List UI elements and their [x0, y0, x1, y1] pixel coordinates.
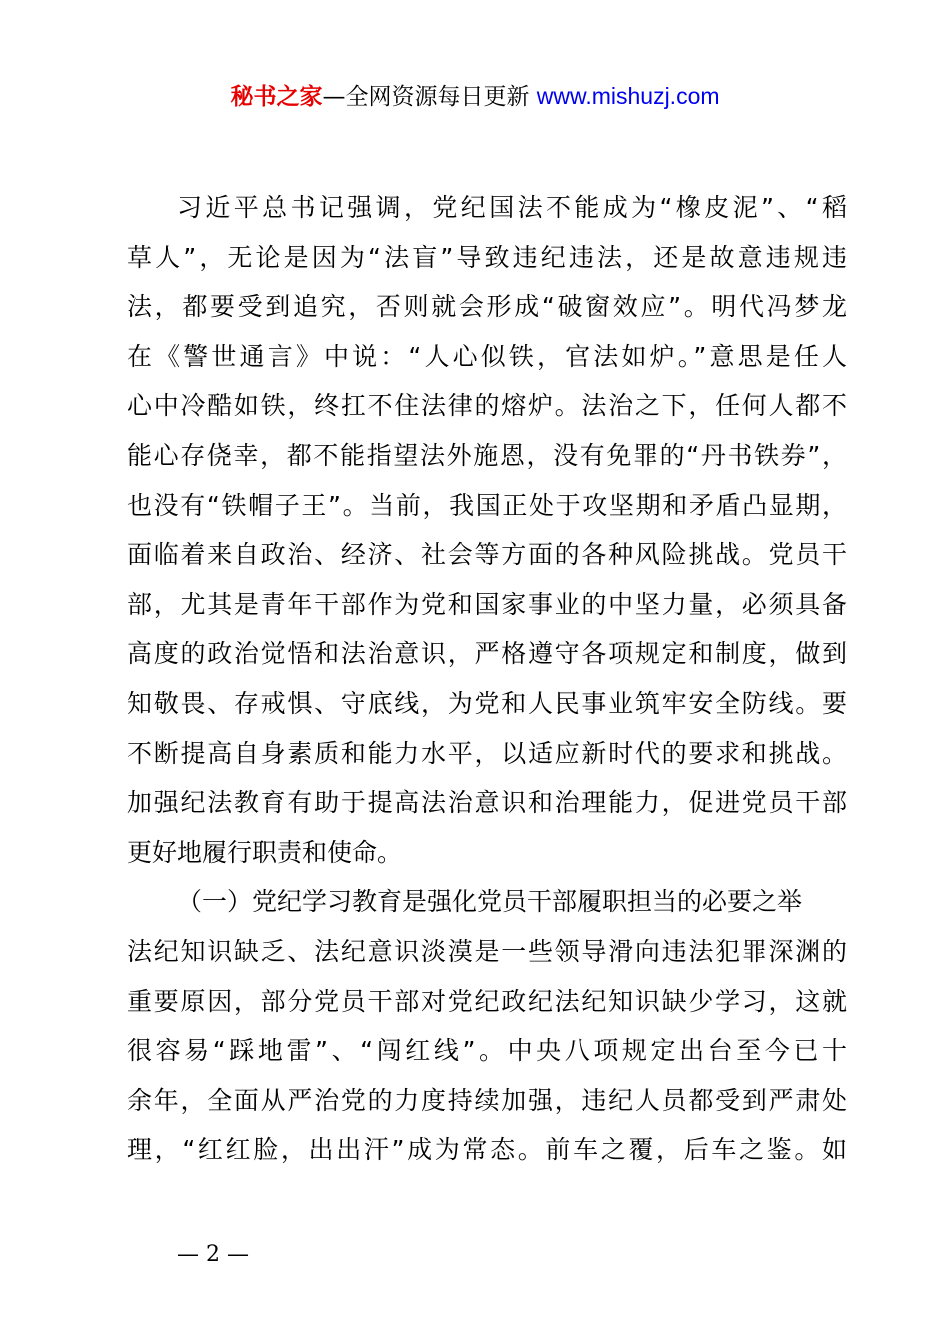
- paragraph-line: 草人”，无论是因为“法盲”导致违纪违法，还是故意违规违: [127, 242, 847, 272]
- paragraph-line: 很容易“踩地雷”、“闯红线”。中央八项规定出台至今已十: [127, 1036, 847, 1066]
- page-number: — 2 —: [177, 1242, 249, 1267]
- paragraph-line: 余年，全面从严治党的力度持续加强，违纪人员都受到严肃处: [127, 1085, 847, 1115]
- paragraph-line: 不断提高自身素质和能力水平，以适应新时代的要求和挑战。: [127, 738, 847, 768]
- paragraph-line: 理，“红红脸，出出汗”成为常态。前车之覆，后车之鉴。如: [127, 1135, 847, 1165]
- paragraph-line: 加强纪法教育有助于提高法治意识和治理能力，促进党员干部: [127, 788, 847, 818]
- paragraph-line: 法，都要受到追究，否则就会形成“破窗效应”。明代冯梦龙: [127, 292, 847, 322]
- paragraph-line: 知敬畏、存戒惧、守底线，为党和人民事业筑牢安全防线。要: [127, 688, 847, 718]
- paragraph-line: 在《警世通言》中说：“人心似铁，官法如炉。”意思是任人: [127, 341, 847, 371]
- document-body: [127, 183, 847, 1175]
- paragraph-line: 重要原因，部分党员干部对党纪政纪法纪知识缺少学习，这就: [127, 986, 847, 1016]
- paragraph-line: 习近平总书记强调，党纪国法不能成为“橡皮泥”、“稻: [177, 193, 847, 222]
- section-heading: （一）党纪学习教育是强化党员干部履职担当的必要之举: [177, 887, 803, 917]
- site-url-link[interactable]: www.mishuzj.com: [536, 83, 720, 109]
- brand-name: 秘书之家: [230, 84, 323, 110]
- paragraph-line: 面临着来自政治、经济、社会等方面的各种风险挑战。党员干: [127, 540, 847, 570]
- page-header: [0, 80, 950, 113]
- paragraph-line: 高度的政治觉悟和法治意识，严格遵守各项规定和制度，做到: [127, 639, 847, 669]
- paragraph-line: 心中冷酷如铁，终扛不住法律的熔炉。法治之下，任何人都不: [127, 391, 847, 421]
- paragraph-line: 法纪知识缺乏、法纪意识淡漠是一些领导滑向违法犯罪深渊的: [127, 936, 847, 966]
- paragraph-line: 也没有“铁帽子王”。当前，我国正处于攻坚期和矛盾凸显期，: [127, 490, 847, 520]
- paragraph-line: 能心存侥幸，都不能指望法外施恩，没有免罪的“丹书铁券”，: [127, 440, 847, 470]
- paragraph-line: 更好地履行职责和使命。: [127, 837, 403, 867]
- header-tagline: —全网资源每日更新: [322, 84, 530, 110]
- paragraph-line: 部，尤其是青年干部作为党和国家事业的中坚力量，必须具备: [127, 589, 847, 619]
